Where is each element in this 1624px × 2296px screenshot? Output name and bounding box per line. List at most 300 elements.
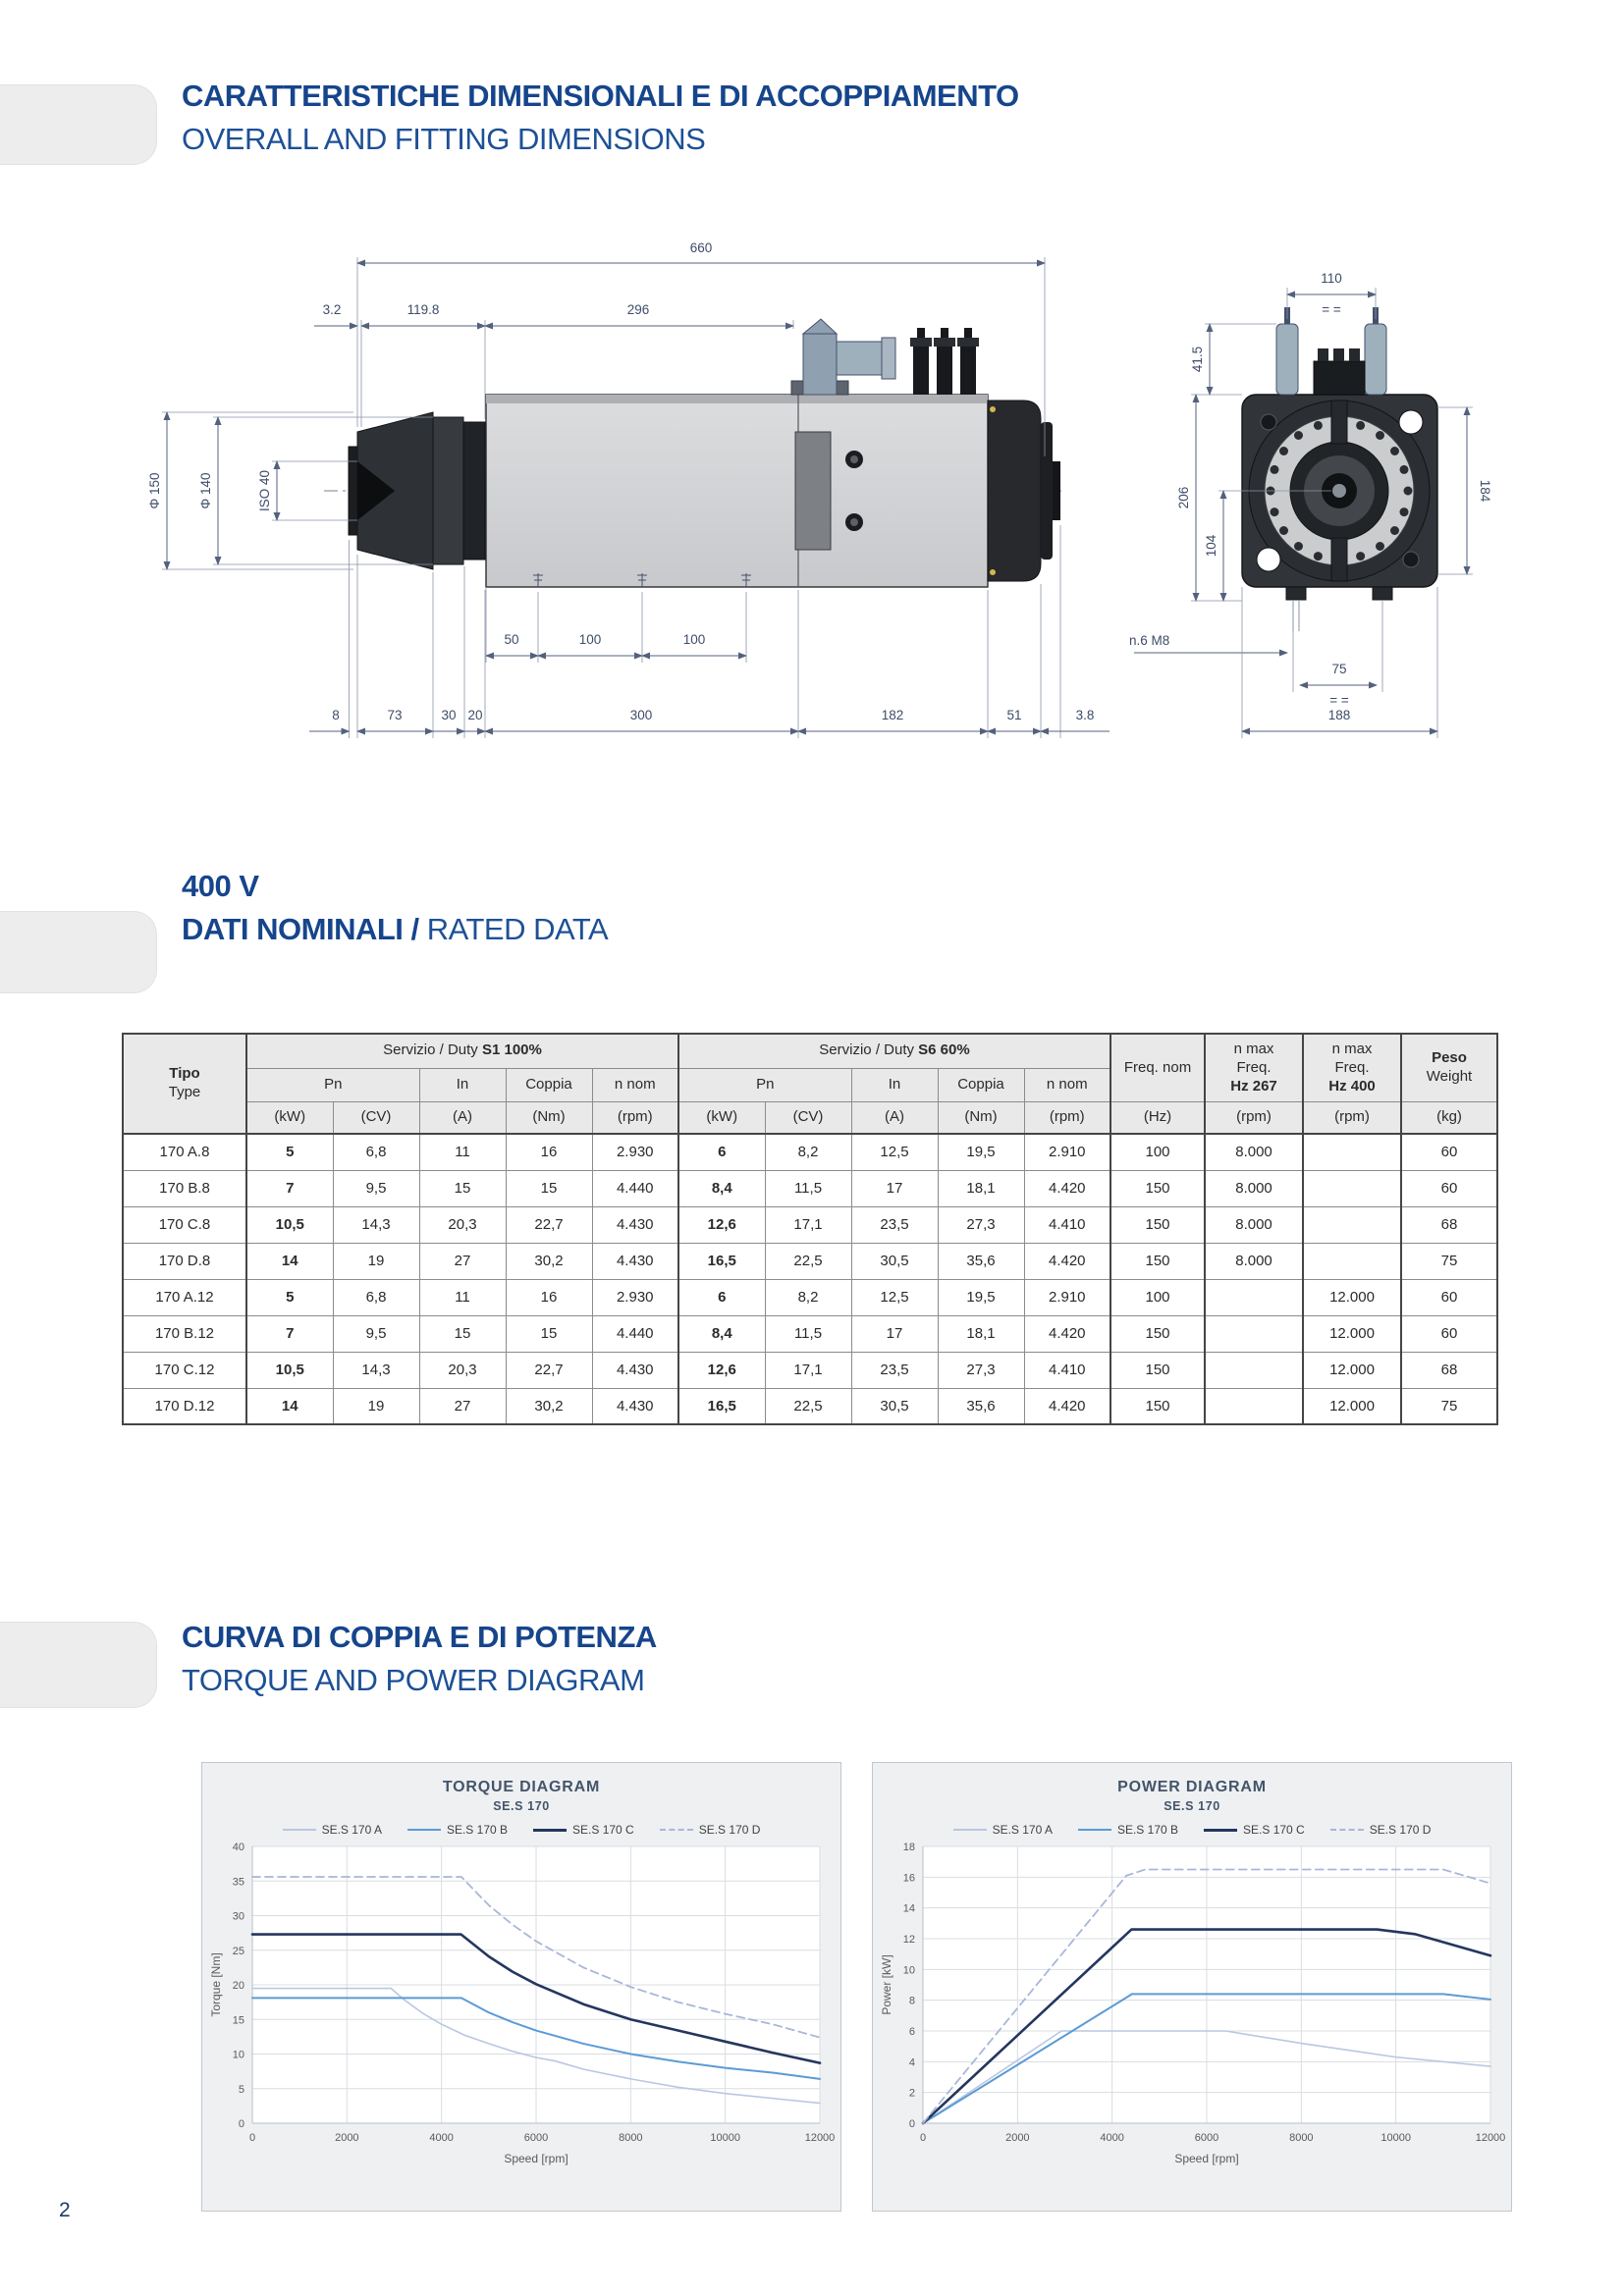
dim-8: 8 [332, 708, 340, 722]
spindle-body [486, 395, 988, 587]
key-slot-top [1331, 400, 1347, 444]
table-row [123, 1315, 1497, 1352]
table-cell: 27,3 [938, 1206, 1024, 1243]
table-cell [1205, 1388, 1303, 1424]
dim-20: 20 [467, 708, 483, 722]
table-cell: 11 [419, 1279, 506, 1315]
nose-collar [433, 417, 463, 564]
table-cell: 4.420 [1024, 1388, 1110, 1424]
dim-51: 51 [1006, 708, 1022, 722]
dim-iso40: ISO 40 [257, 469, 272, 512]
table-cell: 23,5 [851, 1352, 938, 1388]
table-row [123, 1352, 1497, 1388]
terminal-pin [1318, 348, 1328, 361]
legend-marker [1204, 1829, 1237, 1832]
dim-50: 50 [504, 632, 519, 647]
dim-206: 206 [1176, 486, 1191, 509]
table-cell: 22,7 [506, 1206, 592, 1243]
top-connector [1276, 324, 1298, 395]
key-slot-bottom [1331, 538, 1347, 581]
table-cell: 4.440 [592, 1170, 678, 1206]
torque-chart-title: TORQUE DIAGRAM [442, 1779, 601, 1795]
col-coppia-s6: Coppia [938, 1068, 1024, 1102]
table-cell: 4.440 [592, 1315, 678, 1352]
table-cell: 22,5 [765, 1388, 851, 1424]
gland-stem [941, 328, 948, 338]
x-tick-label: 4000 [1100, 2132, 1124, 2144]
legend-label: SE.S 170 A [992, 1823, 1053, 1837]
duty-s6: S6 60% [918, 1041, 970, 1059]
x-tick-label: 4000 [429, 2132, 454, 2144]
unit-cell: (Nm) [506, 1102, 592, 1134]
gland-cap [910, 338, 932, 347]
gland-stem [964, 328, 972, 338]
table-cell: 17,1 [765, 1352, 851, 1388]
table-row [123, 1279, 1497, 1315]
y-tick-label: 10 [902, 1964, 915, 1977]
table-cell: 8.000 [1205, 1134, 1303, 1170]
section2-header [182, 869, 608, 947]
gland [913, 346, 929, 395]
legend-item [1204, 1823, 1305, 1837]
section3-title: CURVA DI COPPIA E DI POTENZA [182, 1620, 657, 1654]
dim-m8: n.6 M8 [1129, 633, 1170, 648]
foot [1373, 587, 1392, 600]
corner-hole [1399, 410, 1423, 434]
legend-marker [1078, 1829, 1111, 1831]
y-tick-label: 10 [232, 2049, 244, 2061]
table-cell: 11,5 [765, 1170, 851, 1206]
dim-30: 30 [441, 708, 457, 722]
table-row [123, 1388, 1497, 1424]
y-tick-label: 35 [232, 1876, 244, 1889]
tool-tip [349, 447, 357, 535]
table-cell: 5 [246, 1279, 333, 1315]
table-cell: 170 A.12 [123, 1279, 246, 1315]
table-cell: 170 B.12 [123, 1315, 246, 1352]
legend-item [660, 1823, 761, 1837]
duty-s1: S1 100% [481, 1041, 542, 1059]
table-cell: 100 [1110, 1134, 1205, 1170]
legend-item [1078, 1823, 1178, 1837]
table-cell: 12.000 [1303, 1352, 1401, 1388]
table-cell: 15 [419, 1170, 506, 1206]
table-cell: 150 [1110, 1170, 1205, 1206]
unit-cell: (rpm) [1303, 1102, 1401, 1134]
table-cell: 6,8 [333, 1279, 419, 1315]
unit-cell: (A) [851, 1102, 938, 1134]
legend-label: SE.S 170 C [572, 1823, 634, 1837]
dim-73: 73 [387, 708, 403, 722]
table-cell: 150 [1110, 1206, 1205, 1243]
legend-label: SE.S 170 A [321, 1823, 382, 1837]
table-cell: 35,6 [938, 1388, 1024, 1424]
y-tick-label: 6 [908, 2026, 915, 2038]
table-cell: 4.430 [592, 1243, 678, 1279]
table-cell: 170 D.12 [123, 1388, 246, 1424]
torque-chart-subtitle: SE.S 170 [493, 1799, 550, 1813]
table-cell: 4.430 [592, 1206, 678, 1243]
table-cell: 9,5 [333, 1315, 419, 1352]
x-tick-label: 10000 [710, 2132, 740, 2144]
table-cell: 68 [1401, 1352, 1497, 1388]
table-cell: 4.420 [1024, 1315, 1110, 1352]
table-cell: 8,2 [765, 1279, 851, 1315]
unit-cell: (kW) [678, 1102, 765, 1134]
table-cell [1303, 1206, 1401, 1243]
table-cell: 22,7 [506, 1352, 592, 1388]
legend-marker [660, 1829, 693, 1831]
hz400-label: Hz 400 [1328, 1077, 1376, 1095]
table-cell: 14 [246, 1243, 333, 1279]
table-cell: 4.420 [1024, 1170, 1110, 1206]
terminal-plate [795, 432, 831, 550]
table-cell: 170 C.8 [123, 1206, 246, 1243]
table-row [123, 1170, 1497, 1206]
dim-184: 184 [1478, 479, 1492, 503]
section1-header [182, 79, 1019, 157]
connector-body [803, 334, 837, 395]
table-header [123, 1034, 1497, 1134]
tipo-label-it: Tipo [169, 1065, 200, 1083]
table-cell: 19,5 [938, 1134, 1024, 1170]
col-peso [1401, 1034, 1497, 1102]
table-cell: 150 [1110, 1388, 1205, 1424]
col-pn-s6: Pn [678, 1068, 851, 1102]
equal-marks-bottom: = = [1329, 693, 1349, 708]
unit-cell: (rpm) [1024, 1102, 1110, 1134]
table-cell: 12,6 [678, 1206, 765, 1243]
power-chart [872, 1762, 1512, 2212]
torque-chart [201, 1762, 841, 2212]
dim-phi140: Φ 140 [198, 472, 213, 509]
legend-item [1330, 1823, 1432, 1837]
table-cell: 16 [506, 1134, 592, 1170]
bore-center [1332, 484, 1346, 498]
corner-hole [1257, 548, 1280, 571]
x-tick-label: 10000 [1380, 2132, 1411, 2144]
table-cell: 11,5 [765, 1315, 851, 1352]
tipo-label-en: Type [168, 1084, 201, 1100]
table-cell: 4.430 [592, 1352, 678, 1388]
dim-182: 182 [881, 708, 904, 722]
unit-cell: (kW) [246, 1102, 333, 1134]
rated-data-title-en: RATED DATA [426, 912, 609, 946]
section3-subtitle: TORQUE AND POWER DIAGRAM [182, 1663, 645, 1697]
unit-cell: (Nm) [938, 1102, 1024, 1134]
y-tick-label: 8 [908, 1995, 915, 2007]
side-view [324, 319, 1065, 587]
legend-label: SE.S 170 B [446, 1823, 509, 1837]
dim-phi150: Φ 150 [147, 472, 162, 509]
table-cell: 15 [506, 1170, 592, 1206]
col-nmax-267 [1205, 1034, 1303, 1102]
weight-label: Weight [1426, 1068, 1473, 1086]
table-cell: 8,4 [678, 1315, 765, 1352]
section3-header [182, 1620, 657, 1698]
y-tick-label: 12 [902, 1934, 915, 1946]
table-cell: 170 D.8 [123, 1243, 246, 1279]
table-cell: 17 [851, 1315, 938, 1352]
end-bell [988, 400, 1041, 581]
col-tipo [123, 1034, 246, 1134]
table-cell: 4.430 [592, 1388, 678, 1424]
table-cell [1205, 1352, 1303, 1388]
table-cell [1303, 1170, 1401, 1206]
y-axis-title: Power [kW] [880, 1954, 893, 2015]
table-cell: 6,8 [333, 1134, 419, 1170]
peso-label: Peso [1432, 1049, 1467, 1067]
unit-cell: (rpm) [592, 1102, 678, 1134]
x-tick-label: 6000 [523, 2132, 549, 2144]
duty-prefix: Servizio / Duty [383, 1041, 482, 1059]
screw-center [850, 455, 858, 463]
x-tick-label: 2000 [335, 2132, 359, 2144]
table-cell: 8,4 [678, 1170, 765, 1206]
table-cell: 27 [419, 1243, 506, 1279]
col-in-s1: In [419, 1068, 506, 1102]
unit-cell: (A) [419, 1102, 506, 1134]
table-cell: 60 [1401, 1134, 1497, 1170]
unit-cell: (Hz) [1110, 1102, 1205, 1134]
table-cell: 10,5 [246, 1352, 333, 1388]
connector-cap [882, 338, 895, 379]
gland-stem [917, 328, 925, 338]
dim-75: 75 [1331, 662, 1347, 676]
table-cell: 27,3 [938, 1352, 1024, 1388]
dim-110: 110 [1321, 271, 1342, 286]
unit-cell: (kg) [1401, 1102, 1497, 1134]
table-cell: 7 [246, 1315, 333, 1352]
col-coppia-s1: Coppia [506, 1068, 592, 1102]
table-cell: 12,5 [851, 1134, 938, 1170]
table-cell: 27 [419, 1388, 506, 1424]
top-connector [1365, 324, 1386, 395]
table-cell: 60 [1401, 1315, 1497, 1352]
x-tick-label: 12000 [804, 2132, 836, 2144]
table-cell: 5 [246, 1134, 333, 1170]
page-number: 2 [59, 2199, 71, 2221]
dim-188: 188 [1327, 708, 1351, 722]
table-cell: 75 [1401, 1243, 1497, 1279]
table-cell: 12.000 [1303, 1315, 1401, 1352]
dim-100a: 100 [578, 632, 602, 647]
table-cell: 4.410 [1024, 1206, 1110, 1243]
equal-marks-top: = = [1322, 302, 1341, 317]
y-tick-label: 40 [232, 1842, 244, 1853]
table-cell: 16,5 [678, 1388, 765, 1424]
col-pn-s1: Pn [246, 1068, 419, 1102]
table-body [123, 1134, 1497, 1424]
table-cell: 68 [1401, 1206, 1497, 1243]
power-chart-subtitle: SE.S 170 [1164, 1799, 1220, 1813]
table-cell: 12,5 [851, 1279, 938, 1315]
unit-cell: (rpm) [1205, 1102, 1303, 1134]
x-tick-label: 6000 [1194, 2132, 1219, 2144]
legend-label: SE.S 170 C [1243, 1823, 1305, 1837]
screw-center [850, 518, 858, 526]
voltage-title: 400 V [182, 869, 259, 903]
legend-marker [407, 1829, 441, 1831]
col-nnom-s1: n nom [592, 1068, 678, 1102]
table-row [123, 1134, 1497, 1170]
y-tick-label: 30 [232, 1910, 244, 1923]
dim-660: 660 [689, 240, 713, 255]
table-cell: 75 [1401, 1388, 1497, 1424]
legend-item [533, 1823, 634, 1837]
table-cell: 20,3 [419, 1206, 506, 1243]
table-cell: 60 [1401, 1170, 1497, 1206]
legend-label: SE.S 170 D [1369, 1823, 1432, 1837]
col-group-s1 [246, 1034, 678, 1068]
table-cell: 11 [419, 1134, 506, 1170]
table-cell: 14 [246, 1388, 333, 1424]
table-cell [1303, 1134, 1401, 1170]
gland [960, 346, 976, 395]
table-cell: 22,5 [765, 1243, 851, 1279]
table-cell: 12.000 [1303, 1279, 1401, 1315]
legend-marker [953, 1829, 987, 1831]
body-top-strip [486, 395, 988, 403]
table-cell: 12,6 [678, 1352, 765, 1388]
y-tick-label: 18 [902, 1842, 915, 1853]
y-tick-label: 16 [902, 1872, 915, 1885]
legend-item [407, 1823, 508, 1837]
connector-elbow [837, 342, 882, 375]
table-cell: 23,5 [851, 1206, 938, 1243]
table-cell: 17 [851, 1170, 938, 1206]
table-row [123, 1243, 1497, 1279]
table-cell: 170 A.8 [123, 1134, 246, 1170]
x-axis-title: Speed [rpm] [1174, 2152, 1239, 2165]
table-cell: 15 [419, 1315, 506, 1352]
dim-300: 300 [629, 708, 653, 722]
table-cell: 17,1 [765, 1206, 851, 1243]
section-tab-decor [0, 911, 157, 993]
y-tick-label: 0 [238, 2118, 244, 2130]
dim-104: 104 [1204, 534, 1218, 558]
torque-plot [207, 1839, 836, 2170]
gland [937, 346, 952, 395]
y-tick-label: 15 [232, 2014, 244, 2027]
table-cell: 170 C.12 [123, 1352, 246, 1388]
hz267-label: Hz 267 [1230, 1077, 1277, 1095]
table-cell: 100 [1110, 1279, 1205, 1315]
table-cell [1303, 1243, 1401, 1279]
y-axis-title: Torque [Nm] [209, 1952, 223, 2017]
table-cell: 30,5 [851, 1388, 938, 1424]
table-cell: 150 [1110, 1243, 1205, 1279]
col-nnom-s6: n nom [1024, 1068, 1110, 1102]
y-tick-label: 25 [232, 1945, 244, 1957]
technical-drawing [69, 201, 1561, 829]
table-cell: 19 [333, 1243, 419, 1279]
legend-label: SE.S 170 D [698, 1823, 761, 1837]
dim-296: 296 [626, 302, 650, 317]
table-cell: 30,2 [506, 1388, 592, 1424]
gland-cap [934, 338, 955, 347]
table-cell: 10,5 [246, 1206, 333, 1243]
marker-dot [990, 406, 996, 412]
table-cell: 170 B.8 [123, 1170, 246, 1206]
power-chart-title: POWER DIAGRAM [1117, 1779, 1267, 1795]
y-tick-label: 0 [908, 2118, 915, 2130]
power-chart-legend [873, 1823, 1511, 1837]
x-tick-label: 8000 [619, 2132, 643, 2144]
terminal-pin [1349, 348, 1360, 361]
corner-bolt [1403, 552, 1419, 567]
table-cell: 8.000 [1205, 1170, 1303, 1206]
dim-100b: 100 [682, 632, 706, 647]
table-cell: 20,3 [419, 1352, 506, 1388]
table-cell: 35,6 [938, 1243, 1024, 1279]
nmax-label: n max [1233, 1041, 1274, 1057]
table-cell: 7 [246, 1170, 333, 1206]
table-cell: 8.000 [1205, 1243, 1303, 1279]
legend-item [953, 1823, 1053, 1837]
x-tick-label: 0 [919, 2132, 927, 2144]
rear-hub [1053, 461, 1060, 520]
section1-title: CARATTERISTICHE DIMENSIONALI E DI ACCOPPIAMENTO [182, 79, 1019, 113]
rated-data-title-it: DATI NOMINALI / [182, 912, 427, 946]
cable-glands [910, 328, 979, 395]
y-tick-label: 14 [902, 1902, 915, 1915]
marker-dot [990, 569, 996, 575]
unit-cell: (CV) [765, 1102, 851, 1134]
legend-marker [1330, 1829, 1364, 1831]
rated-data-table [122, 1033, 1498, 1425]
table-cell [1205, 1315, 1303, 1352]
dim-3-8: 3.8 [1075, 708, 1095, 722]
x-tick-label: 8000 [1289, 2132, 1314, 2144]
end-view [1242, 307, 1437, 631]
table-cell: 16,5 [678, 1243, 765, 1279]
legend-marker [283, 1829, 316, 1831]
dim-41-5: 41.5 [1190, 346, 1205, 373]
table-cell: 2.930 [592, 1279, 678, 1315]
table-cell: 30,5 [851, 1243, 938, 1279]
col-freq-nom: Freq. nom [1110, 1034, 1205, 1102]
terminal-pin [1333, 348, 1344, 361]
table-cell: 14,3 [333, 1206, 419, 1243]
table-cell: 14,3 [333, 1352, 419, 1388]
legend-item [283, 1823, 382, 1837]
foot [1286, 587, 1306, 600]
table-cell: 6 [678, 1279, 765, 1315]
table-cell: 4.420 [1024, 1243, 1110, 1279]
table-cell: 19 [333, 1388, 419, 1424]
nmax-label: n max [1331, 1041, 1373, 1057]
x-tick-label: 0 [248, 2132, 256, 2144]
section1-subtitle: OVERALL AND FITTING DIMENSIONS [182, 122, 706, 156]
table-cell: 15 [506, 1315, 592, 1352]
x-tick-label: 12000 [1475, 2132, 1506, 2144]
legend-marker [533, 1829, 567, 1832]
table-cell: 9,5 [333, 1170, 419, 1206]
table-cell: 6 [678, 1134, 765, 1170]
torque-chart-legend [202, 1823, 840, 1837]
y-tick-label: 2 [908, 2087, 915, 2100]
y-tick-label: 4 [908, 2056, 915, 2069]
spacer-ring [463, 422, 485, 560]
table-cell: 150 [1110, 1352, 1205, 1388]
table-cell: 2.910 [1024, 1134, 1110, 1170]
table-cell: 2.910 [1024, 1279, 1110, 1315]
table-cell: 18,1 [938, 1315, 1024, 1352]
col-group-s6 [678, 1034, 1110, 1068]
gland-cap [957, 338, 979, 347]
unit-cell: (CV) [333, 1102, 419, 1134]
